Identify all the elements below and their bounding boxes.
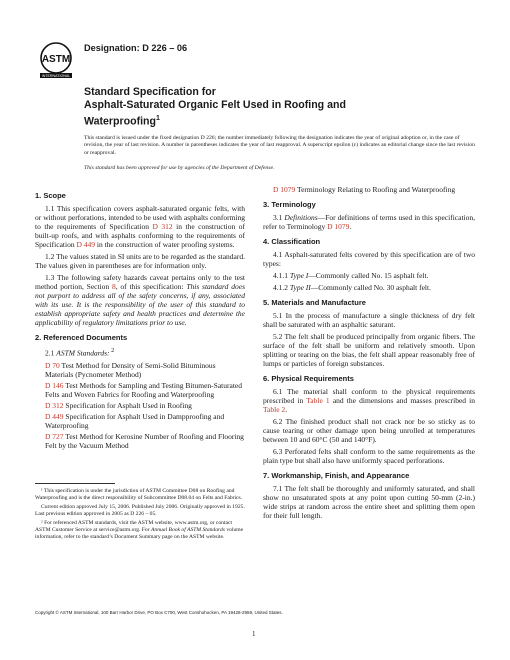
paragraph-5-2: 5.2 The felt shall be produced principally from organic fibers. The surface of the felt shall be uniform and relatively smooth. Upon splitting or tearing on the bias, the felt shall appear reasonably free of lumps or particles of foreign substances. xyxy=(263,332,475,368)
reference-item xyxy=(45,361,245,379)
paragraph-3-1 xyxy=(263,213,475,231)
text: , of this specification: xyxy=(115,282,187,291)
svg-text:ASTM: ASTM xyxy=(41,54,71,65)
section-7-heading: 7. Workmanship, Finish, and Appearance xyxy=(263,471,410,480)
paragraph-4-1: 4.1 Asphalt-saturated felts covered by this specification are of two types: xyxy=(263,250,475,268)
footnote-2 xyxy=(35,520,247,541)
title-line-3 xyxy=(84,112,484,129)
paragraph-5-1: 5.1 In the process of manufacture a single thickness of dry felt shall be saturated with an asphaltic saturant. xyxy=(263,311,475,329)
link-table-1[interactable]: Table 1 xyxy=(306,396,330,405)
right-column xyxy=(263,185,475,523)
text: Type II xyxy=(289,283,311,292)
designation: Designation: D 226 – 06 xyxy=(84,43,188,53)
text: ASTM Standards: xyxy=(56,348,110,358)
paragraph-6-3: 6.3 Perforated felts shall conform to the same requirements as the plain type but shall also have uniformly spaced perforations. xyxy=(263,447,475,465)
text: Type I xyxy=(289,271,309,280)
text: 1.3 The following safety hazards caveat pertains only to the test method portion, Section xyxy=(35,273,245,291)
title-footnote-mark: 1 xyxy=(156,115,160,122)
footnote-mark: 2 xyxy=(109,347,115,354)
footnote-1: ¹ This specification is under the jurisdiction of ASTM Committee D08 on Roofing and Waterproofing and is the direct responsibility of Subcommittee D08.04 on Felts and Fabrics. xyxy=(35,488,243,501)
text: —For definitions of terms used in this specification, refer to Terminology xyxy=(263,213,475,231)
issuance-notice: This standard is issued under the fixed designation D 226; the number immediately following the designation indicates the year of original adoption or, in the case of revision, the year of last revision. A number in parentheses indicates the year of last reapproval. A superscript epsilon (ε) indicates an editorial change since the last revision or reapproval. xyxy=(84,135,475,156)
reference-code-link[interactable]: D 727 xyxy=(45,431,64,441)
dod-notice: This standard has been approved for use by agencies of the Department of Defense. xyxy=(84,165,275,171)
paragraph-1-2: 1.2 The values stated in SI units are to be regarded as the standard. The values given in parentheses are for information only. xyxy=(35,252,246,270)
text: 4.1.2 xyxy=(273,283,290,292)
title-line-2: Asphalt-Saturated Organic Felt Used in Roofing and xyxy=(84,99,346,111)
paragraph-1-3 xyxy=(35,273,245,327)
section-1-heading: 1. Scope xyxy=(35,191,66,200)
paragraph-6-2: 6.2 The finished product shall not crack nor be so sticky as to cause tearing or other damage upon being unrolled at temperatures between 10 and 60°C (50 and 140°F). xyxy=(263,417,475,444)
text: 2.1 xyxy=(45,348,57,358)
text: ² For referenced ASTM standards, visit the ASTM website, www.astm.org, or contact ASTM Customer Service at service@astm.org. For xyxy=(35,520,233,533)
reference-code-link[interactable]: D 146 xyxy=(45,380,64,390)
title-line-1: Standard Specification for xyxy=(84,86,216,98)
link-table-2[interactable]: Table 2 xyxy=(263,405,286,414)
section-5-heading: 5. Materials and Manufacture xyxy=(263,298,366,307)
safety-caveat: This standard does not purport to address all of the safety concerns, if any, associated with its use. It is the responsibility of the user of this standard to establish appropriate safety and health practices and determine the applicability of regulatory limitations prior to use. xyxy=(35,282,245,327)
text: and the dimensions and masses prescribed in xyxy=(329,396,475,405)
text: 6.1 The material shall conform to the physical requirements prescribed in xyxy=(263,387,475,405)
reference-title: Specification for Asphalt Used in Roofing xyxy=(63,400,192,410)
reference-code-link[interactable]: D 70 xyxy=(45,360,60,370)
section-4-heading: 4. Classification xyxy=(263,237,321,246)
paragraph-4-1-1 xyxy=(263,271,475,280)
text: Annual Book of ASTM Standards xyxy=(150,527,225,533)
referenced-documents-list xyxy=(35,361,245,450)
reference-item xyxy=(45,381,245,399)
text: —Commonly called No. 30 asphalt felt. xyxy=(310,283,431,292)
section-2-heading: 2. Referenced Documents xyxy=(35,333,128,342)
link-d449[interactable]: D 449 xyxy=(76,240,95,249)
reference-title: Specification for Asphalt Used in Dampproofing and Waterproofing xyxy=(45,411,225,430)
link-d1079[interactable]: D 1079 xyxy=(327,222,350,231)
paragraph-6-1 xyxy=(263,387,475,414)
footnotes xyxy=(35,488,247,543)
text: 1.1 This specification covers asphalt-saturated organic felts, with or without perforations, intended to be used with asphalts conforming to the requirements of Specification xyxy=(35,204,245,231)
text: . xyxy=(285,405,288,414)
footnote-1-edition: Current edition approved July 15, 2006. Published July 2006. Originally approved in 1925. Last previous edition approved in 2005 as D 226 – 05. xyxy=(35,504,245,517)
text: volume information, refer to the standard’s Document Summary page on the ASTM website. xyxy=(35,527,244,540)
reference-title: Test Method for Density of Semi-Solid Bituminous Materials (Pycnometer Method) xyxy=(45,360,216,379)
text: in the construction of water proofing systems. xyxy=(95,240,235,249)
paragraph-2-1 xyxy=(35,346,245,358)
page-number: 1 xyxy=(252,630,256,638)
paragraph-1-1 xyxy=(35,204,245,249)
left-column xyxy=(35,185,245,452)
reference-item xyxy=(45,412,245,430)
text: . xyxy=(349,222,352,231)
text: Terminology Relating to Roofing and Waterproofing xyxy=(295,185,456,194)
reference-title: Test Method for Kerosine Number of Roofing and Flooring Felt by the Vacuum Method xyxy=(45,431,244,450)
text: 4.1.1 xyxy=(273,271,290,280)
copyright-notice: Copyright © ASTM International, 100 Barr Harbor Drive, PO Box C700, West Conshohocken, PA 19428-2959, United States. xyxy=(35,610,283,615)
title-line-3-text: Waterproofing xyxy=(84,115,156,128)
svg-text:INTERNATIONAL: INTERNATIONAL xyxy=(41,74,71,79)
text: Definitions xyxy=(284,213,318,222)
reference-code-link[interactable]: D 449 xyxy=(45,411,64,421)
text: —Commonly called No. 15 asphalt felt. xyxy=(308,271,429,280)
document-title xyxy=(84,86,484,129)
text: in the construction of built-up roofs, and with asphalts conforming to the requirements of Specification xyxy=(35,222,245,249)
astm-logo xyxy=(36,40,76,80)
reference-item xyxy=(273,185,475,194)
link-d312[interactable]: D 312 xyxy=(152,222,173,231)
reference-title: Test Methods for Sampling and Testing Bitumen-Saturated Felts and Woven Fabrics for Roofing and Waterproofing xyxy=(45,380,242,399)
link-d1079[interactable]: D 1079 xyxy=(273,185,296,194)
footnote-divider xyxy=(35,483,115,484)
reference-item xyxy=(45,432,245,450)
paragraph-4-1-2 xyxy=(263,283,475,292)
section-6-heading: 6. Physical Requirements xyxy=(263,374,354,383)
reference-code-link[interactable]: D 312 xyxy=(45,400,64,410)
reference-item xyxy=(45,401,245,410)
link-section-8[interactable]: 8 xyxy=(111,282,116,291)
text: 3.1 xyxy=(273,213,285,222)
section-3-heading: 3. Terminology xyxy=(263,200,316,209)
paragraph-7-1: 7.1 The felt shall be thoroughly and uniformly saturated, and shall show no unsaturated spots at any point upon cutting 50-mm (2-in.) wide strips at random across the entire sheet and splitting them open for their full length. xyxy=(263,484,475,520)
